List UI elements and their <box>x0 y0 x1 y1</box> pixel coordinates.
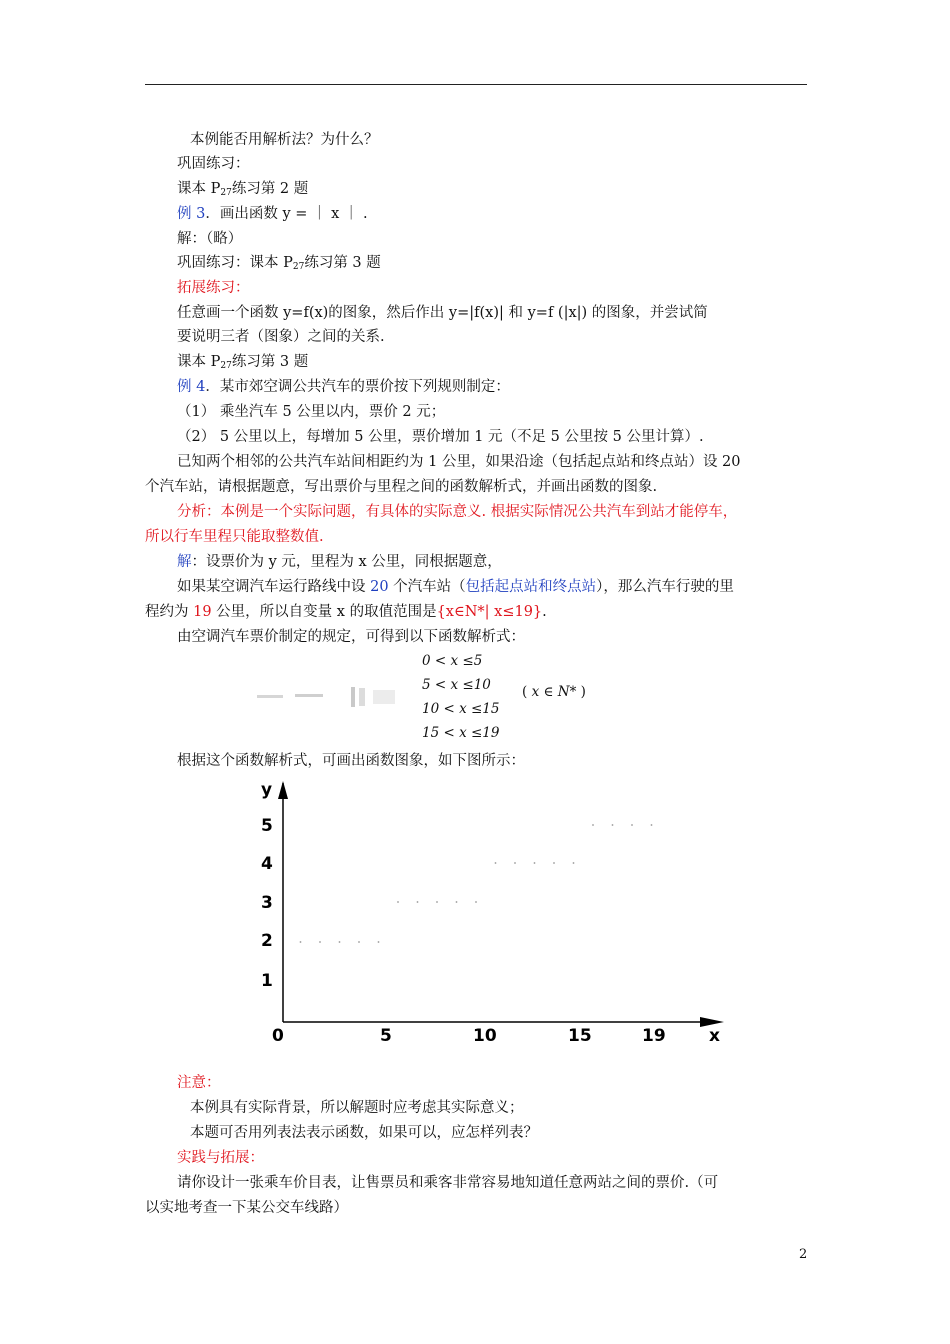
practice-heading: 实践与拓展： <box>177 1150 264 1166</box>
rule-2: （2） 5 公里以上，每增加 5 公里，票价增加 1 元（不足 5 公里按 5 公里计算）. <box>177 429 704 445</box>
question-line: 本例能否用解析法？为什么？ <box>190 132 379 148</box>
practice-line-1: 请你设计一张乘车价目表，让售票员和乘客非常容易地知道任意两站之间的票价.（可 <box>177 1175 719 1191</box>
example-3: 例 3．画出函数 y = ｜ x ｜ . <box>177 206 368 222</box>
data-point <box>612 824 614 826</box>
y-tick-label-4: 4 <box>261 854 273 874</box>
example-4: 例 4．某市郊空调公共汽车的票价按下列规则制定： <box>177 379 510 395</box>
problem-line-1: 已知两个相邻的公共汽车站间相距约为 1 公里，如果沿途（包括起点站和终点站）设 20 <box>177 454 741 470</box>
solution-3: 解：（略） <box>177 231 243 247</box>
note-1: 本例具有实际背景，所以解题时应考虑其实际意义； <box>190 1100 524 1116</box>
analysis-line-1: 分析：本例是一个实际问题，有具体的实际意义. 根据实际情况公共汽车到站才能停车， <box>177 504 738 520</box>
condition-2: 5 < x ≤10 <box>422 677 491 693</box>
formula-blur-image <box>255 684 405 710</box>
data-point <box>651 824 653 826</box>
data-point <box>592 824 594 826</box>
extension-line-2: 要说明三者（图象）之间的关系. <box>177 329 385 345</box>
note-heading: 注意： <box>177 1075 221 1091</box>
problem-line-2: 个汽车站，请根据题意，写出票价与里程之间的函数解析式，并画出函数的图象. <box>145 479 658 495</box>
data-point <box>358 941 360 943</box>
data-point <box>339 941 341 943</box>
y-tick-label-5: 5 <box>261 816 273 836</box>
solution-4: 解：设票价为 y 元，里程为 x 公里，同根据题意， <box>177 554 502 570</box>
rule-derivation: 由空调汽车票价制定的规定，可得到以下函数解析式： <box>177 629 525 645</box>
data-point <box>495 862 497 864</box>
data-point <box>436 901 438 903</box>
data-point <box>534 862 536 864</box>
data-point <box>300 941 302 943</box>
extension-heading: 拓展练习： <box>177 280 250 296</box>
y-axis-arrow <box>278 781 288 799</box>
data-point <box>514 862 516 864</box>
consolidation-ref: 巩固练习：课本 $P_{27}$练习第 3 题 <box>177 255 381 272</box>
x-tick-label-19: 19 <box>642 1026 666 1046</box>
data-point <box>378 941 380 943</box>
route-line-1: 如果某空调汽车运行路线中设 20 个汽车站（包括起点站和终点站），那么汽车行驶的里 <box>177 579 734 595</box>
x-tick-label-15: 15 <box>568 1026 592 1046</box>
x-tick-label-10: 10 <box>473 1026 497 1046</box>
textbook-ref: 课本 $P_{27}$练习第 2 题 <box>177 181 309 198</box>
data-point <box>456 901 458 903</box>
analysis-line-2: 所以行车里程只能取整数值. <box>145 529 324 545</box>
data-point <box>475 901 477 903</box>
textbook-ref-2: 课本 $P_{27}$练习第 3 题 <box>177 354 309 371</box>
data-point <box>319 941 321 943</box>
x-tick-label-5: 5 <box>380 1026 392 1046</box>
condition-1: 0 < x ≤5 <box>422 653 483 669</box>
condition-4: 15 < x ≤19 <box>422 725 500 741</box>
note-2: 本题可否用列表法表示函数，如果可以，应怎样列表？ <box>190 1125 538 1141</box>
data-point <box>397 901 399 903</box>
rule-1: （1） 乘坐汽车 5 公里以内，票价 2 元； <box>177 404 446 420</box>
graph-intro: 根据这个函数解析式，可画出函数图象，如下图所示： <box>177 753 525 769</box>
consolidation-heading: 巩固练习： <box>177 156 250 172</box>
x-tick-label-0: 0 <box>272 1026 284 1046</box>
x-axis-label: x <box>709 1026 720 1046</box>
data-point <box>573 862 575 864</box>
fare-chart <box>250 775 730 1050</box>
data-point <box>553 862 555 864</box>
y-tick-label-1: 1 <box>261 971 273 991</box>
extension-line-1: 任意画一个函数 y=f(x)的图象，然后作出 y=|f(x)| 和 y=f (|x|) 的图象，并尝试简 <box>177 305 708 321</box>
practice-line-2: 以实地考查一下某公交车线路） <box>145 1200 348 1216</box>
data-point <box>631 824 633 826</box>
domain-note: ( x ∈ N* ) <box>522 684 586 700</box>
y-tick-label-2: 2 <box>261 931 273 951</box>
condition-3: 10 < x ≤15 <box>422 701 500 717</box>
page-number: 2 <box>799 1247 808 1262</box>
route-line-2: 程约为 19 公里，所以自变量 x 的取值范围是{x∈N*| x≤19}. <box>145 604 547 620</box>
y-tick-label-3: 3 <box>261 893 273 913</box>
header-rule <box>145 84 807 85</box>
data-point <box>417 901 419 903</box>
y-axis-label: y <box>261 780 273 800</box>
